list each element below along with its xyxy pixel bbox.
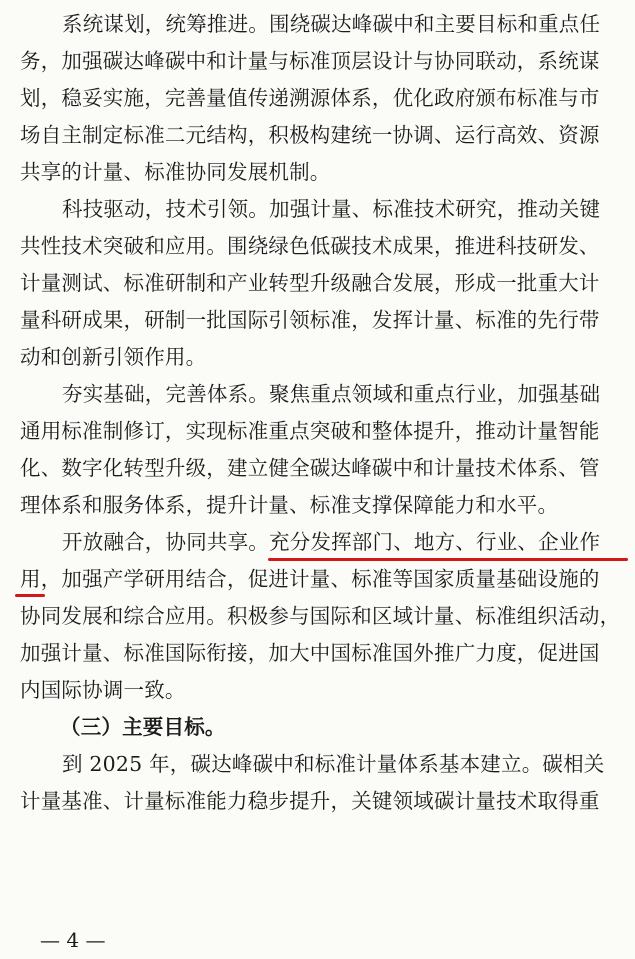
p1-line-3: 划，稳妥实施，完善量值传递溯源体系，优化政府颁布标准与市 (20, 86, 600, 110)
p2-line-1: 科技驱动，技术引领。加强计量、标准技术研究，推动关键 (62, 197, 601, 221)
section-heading: （三）主要目标。 (60, 715, 226, 739)
p4-highlighted-text: 充分发挥部门、地方、行业、企业作 (269, 530, 601, 554)
red-underline-2 (15, 594, 45, 597)
p3-line-4: 理体系和服务体系，提升计量、标准支撑保障能力和水平。 (20, 493, 559, 517)
p4-line-2-plain: ，加强产学研用结合，促进计量、标准等国家质量基础设施的 (40, 567, 600, 591)
p2-line-2: 共性技术突破和应用。围绕绿色低碳技术成果，推进科技研发、 (20, 234, 600, 258)
p2-line-3: 计量测试、标准研制和产业转型升级融合发展，形成一批重大计 (20, 271, 600, 295)
p3-line-1: 夯实基础，完善体系。聚焦重点领域和重点行业，加强基础 (62, 382, 601, 406)
page-number: — 4 — (40, 928, 106, 952)
p4-highlighted-text-continued: 用 (20, 567, 41, 591)
p3-line-2: 通用标准制修订，实现标准重点突破和整体提升，推动计量智能 (20, 419, 600, 443)
p2-line-4: 量科研成果，研制一批国际引领标准，发挥计量、标准的先行带 (20, 308, 600, 332)
p4-line-2 (20, 567, 620, 595)
p3-line-3: 化、数字化转型升级，建立健全碳达峰碳中和计量技术体系、管 (20, 456, 600, 480)
p1-line-4: 场自主制定标准二元结构，积极构建统一协调、运行高效、资源 (20, 123, 600, 147)
p2-line-5: 动和创新引领作用。 (20, 345, 207, 369)
p1-line-2: 务，加强碳达峰碳中和计量与标准顶层设计与协同联动，系统谋 (20, 49, 600, 73)
red-underline-1 (268, 558, 628, 561)
p4-line-4: 加强计量、标准国际衔接，加大中国标准国外推广力度，促进国 (20, 641, 600, 665)
p4-line-3: 协同发展和综合应用。积极参与国际和区域计量、标准组织活动， (20, 604, 620, 628)
p4-line-5: 内国际协调一致。 (20, 678, 186, 702)
p5-line-1: 到 2025 年，碳达峰碳中和标准计量体系基本建立。碳相关 (62, 752, 605, 776)
p1-line-5: 共享的计量、标准协同发展机制。 (20, 160, 331, 184)
p4-line-1-plain: 开放融合，协同共享。 (62, 530, 269, 554)
p5-line-2: 计量基准、计量标准能力稳步提升，关键领域碳计量技术取得重 (20, 789, 600, 813)
p4-line-1 (62, 530, 622, 558)
p1-line-1: 系统谋划，统筹推进。围绕碳达峰碳中和主要目标和重点任 (62, 12, 601, 36)
